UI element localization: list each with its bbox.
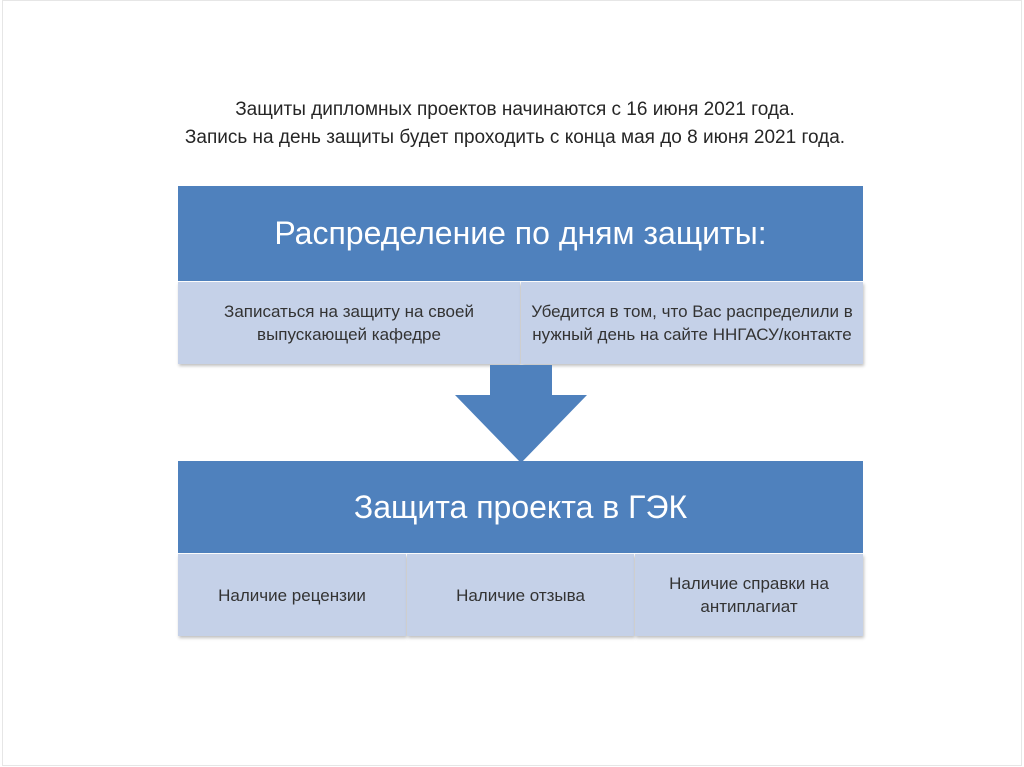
step-distribution [178,186,863,366]
step-defense-item-review: Наличие рецензии [178,554,406,636]
intro-text [3,96,1024,152]
arrow-down-icon [455,365,587,465]
step-distribution-title: Распределение по дням защиты: [178,186,863,281]
step-defense-title: Защита проекта в ГЭК [178,461,863,553]
step-distribution-item-register: Записаться на защиту на своей выпускающей кафедре [178,282,520,364]
step-defense-item-feedback: Наличие отзыва [407,554,634,636]
arrow-down-shape [455,365,587,463]
step-defense [178,461,863,641]
slide [2,0,1022,766]
step-distribution-item-verify: Убедится в том, что Вас распределили в нужный день на сайте ННГАСУ/контакте [521,282,863,364]
intro-line-2: Запись на день защиты будет проходить с конца мая до 8 июня 2021 года. [184,127,846,148]
step-defense-item-antiplagiarism: Наличие справки на антиплагиат [635,554,863,636]
intro-line-1: Защиты дипломных проектов начинаются с 16 июня 2021 года. [235,99,795,120]
